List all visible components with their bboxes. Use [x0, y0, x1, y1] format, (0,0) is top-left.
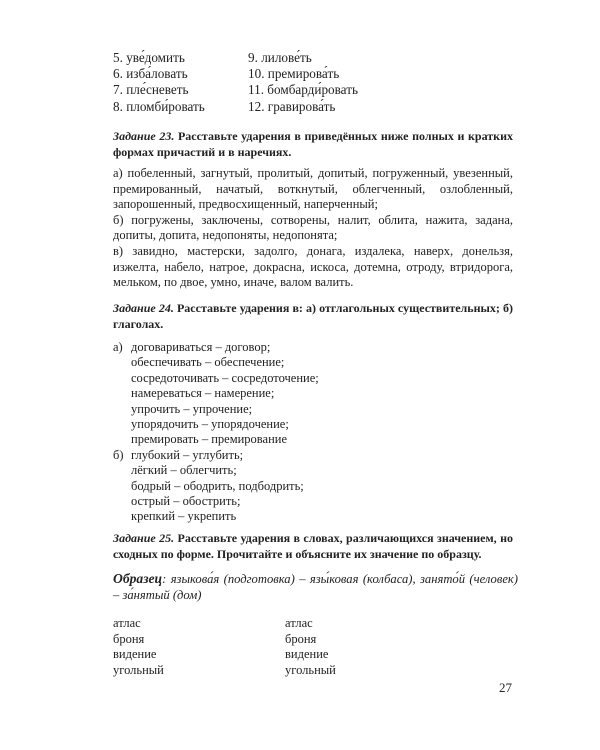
word-pair-row [113, 647, 453, 663]
numbered-word: 6. изба́ловать [113, 66, 188, 82]
list-marker [113, 402, 131, 417]
numbered-word: 7. пле́сневеть [113, 82, 189, 98]
task-24-a-item [113, 371, 513, 386]
numbered-row [113, 66, 443, 82]
task-23-label: Задание 23. [113, 129, 175, 143]
task-24-b-item [113, 448, 513, 463]
task-24-b-item [113, 509, 513, 524]
list-marker [113, 386, 131, 401]
numbered-word: 9. лилове́ть [248, 50, 312, 65]
task-23-part-v: в) завидно, мастерски, задолго, донага, издалека, наверх, донельзя, изжелта, набело, натрое, докрасна, искоса, дотемна, отроду, втридорога, мельком, по двое, умно, иначе, валом валить. [113, 243, 513, 290]
word-pair: договариваться – договор; [131, 340, 271, 354]
word-pair: упорядочить – упорядочение; [131, 417, 289, 432]
task-24-a-item [113, 355, 513, 370]
task-24-a-item [113, 340, 513, 355]
word-pair: бодрый – ободрить, подбодрить; [131, 478, 304, 493]
list-marker [113, 371, 131, 386]
numbered-word-list [113, 50, 443, 115]
task-23-part-b: б) погружены, заключены, сотворены, налит, облита, нажита, задана, допиты, допита, недопоняты, недопонята; [113, 212, 513, 243]
task-24-b-item [113, 494, 513, 509]
word-pair: намереваться – намерение; [131, 386, 275, 401]
list-marker [113, 432, 131, 447]
list-marker [113, 494, 131, 509]
homograph-word: угольный [285, 662, 336, 677]
task-24-a-item [113, 417, 513, 432]
task-25-word-pairs [113, 616, 453, 678]
homograph-word: видение [113, 647, 157, 661]
task-24-a-item [113, 386, 513, 401]
task-23-part-a: а) побеленный, загнутый, пролитый, допитый, погруженный, увезенный, премированный, начатый, воткнутый, облегченный, озлобленный, запорошенный, предвосхищенный, наперченный; [113, 166, 513, 212]
list-marker [113, 355, 131, 370]
task-25-label: Задание 25. [113, 531, 175, 545]
list-marker: а) [113, 340, 123, 354]
homograph-word: броня [113, 631, 145, 646]
task-24-b-item [113, 463, 513, 478]
task-24-a-item [113, 402, 513, 417]
numbered-word: 12. гравирова́ть [248, 98, 336, 114]
list-marker [113, 463, 131, 478]
task-25-sample [113, 571, 518, 603]
task-24-heading [113, 300, 513, 332]
numbered-row [113, 82, 443, 98]
word-pair-row [113, 632, 453, 648]
task-24-label: Задание 24. [113, 301, 174, 315]
homograph-word: атлас [113, 616, 141, 630]
word-pair: обеспечивать – обеспечение; [131, 355, 285, 370]
task-24-word-list [113, 340, 513, 525]
task-24-instruction: Расставьте ударения в: а) отглагольных существительных; б) глаголах. [113, 301, 514, 331]
task-25-heading [113, 530, 513, 562]
word-pair: упрочить – упрочение; [131, 401, 253, 416]
list-marker [113, 509, 131, 524]
word-pair-row [113, 663, 453, 679]
task-23-heading [113, 128, 513, 160]
homograph-word: броня [285, 631, 317, 646]
list-marker [113, 479, 131, 494]
word-pair: премировать – премирование [131, 432, 288, 447]
homograph-word: видение [285, 647, 329, 661]
numbered-word: 10. премирова́ть [248, 66, 340, 82]
word-pair: глубокий – углубить; [131, 447, 244, 462]
task-23-body [113, 166, 513, 291]
list-marker: б) [113, 447, 124, 462]
word-pair: лёгкий – облегчить; [131, 463, 237, 478]
word-pair: крепкий – укрепить [131, 509, 237, 524]
task-25-instruction: Расставьте ударения в словах, различающихся значением, но сходных по форме. Прочитайте и объясните их значение по образцу. [113, 531, 513, 561]
word-pair: сосредоточивать – сосредоточение; [131, 370, 319, 385]
list-marker [113, 417, 131, 432]
numbered-word: 8. пломби́ровать [113, 98, 205, 114]
homograph-word: атлас [285, 616, 313, 630]
task-23-instruction: Расставьте ударения в приведённых ниже полных и кратких формах причастий и в наречиях. [113, 129, 513, 159]
task-24-b-item [113, 479, 513, 494]
homograph-word: угольный [113, 662, 164, 677]
word-pair-row [113, 616, 453, 632]
page-number: 27 [499, 680, 512, 695]
numbered-word: 11. бомбарди́ровать [248, 82, 358, 98]
numbered-word: 5. уве́домить [113, 50, 185, 65]
numbered-row [113, 99, 443, 115]
sample-text: : языкова́я (подготовка) – язы́ковая (колбаса), занято́й (человек) – за́нятый (дом) [113, 572, 518, 602]
sample-label: Образец [113, 571, 163, 586]
numbered-row [113, 50, 443, 66]
task-24-a-item [113, 432, 513, 447]
word-pair: острый – обострить; [131, 494, 241, 509]
